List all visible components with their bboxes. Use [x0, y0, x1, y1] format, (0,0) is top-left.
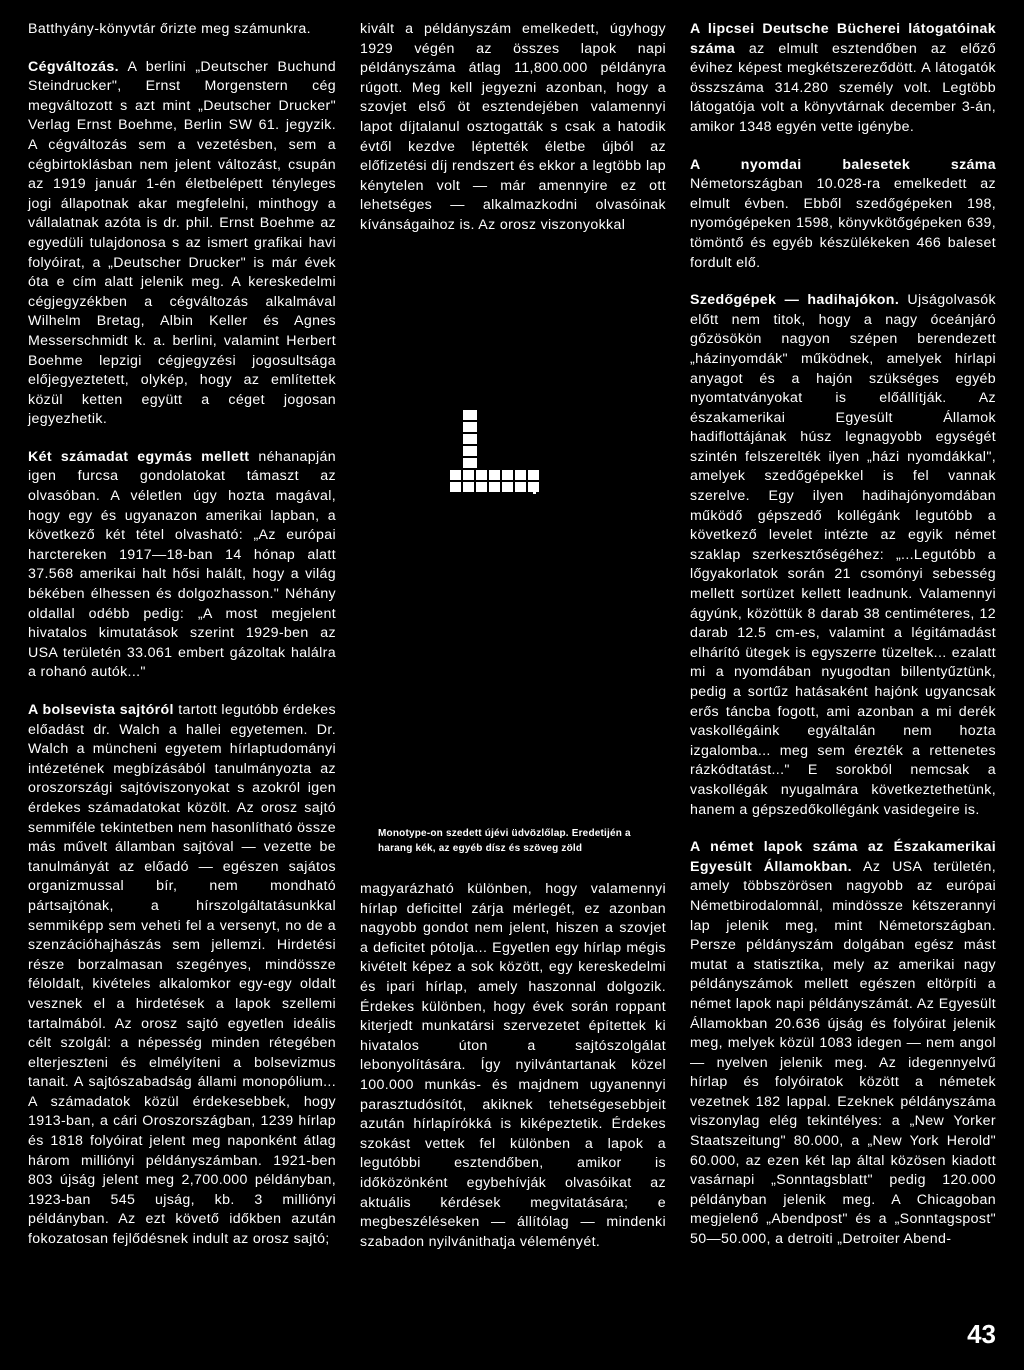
column-1 [28, 20, 336, 1250]
figure-caption: Monotype-on szedett újévi üdvözlőlap. Eredetijén a harang kék, az egyéb dísz és szöveg zöld [378, 828, 631, 854]
heading-library-visitors: A lipcsei Deutsche Bücherei látogatóinak száma [690, 21, 996, 57]
heading-company-change: Cégváltozás. [28, 58, 119, 75]
heading-bolshevik-press: A bolsevista sajtóról [28, 702, 174, 718]
page-number: 43 [967, 1319, 996, 1349]
heading-german-papers: A német lapok száma az Északamerikai Egyesült Államokban. [690, 839, 996, 875]
bell-ornament-icon [440, 400, 590, 530]
paragraph-bolshevik-press: A bolsevista sajtóról tartott legutóbb érdekes előadást dr. Walch a hallei egyetemen. Dr. Walch a müncheni egyetem hírlaptudományi intézetének megbízásából tanulmányozta az oroszországi sajtóviszonyokat s azokról igen érdekes számadatokat közölt. Az orosz sajtó semmiféle tekintetben nem hasonlítható össze más művelt államban sajtóval — vezette be tanulmányát az előadó — egészen sajátos organizmussal bír, nem mondható pártsajtónak, a hírszolgáltatásunkkal semmiképp sem veheti fel a versenyt, no de a szenzációhajhászás sem jellemzi. Hirdetési része borzalmasan szegényes, mindössze féloldalt, kivételes alkalomkor egy-egy oldalt vesznek el a hirdetések a lapok szellemi tartalmából. Az orosz sajtó egyetlen ideális célt szolgál: a népesség minden rétegében elterjeszteni és elmélyíteni a bolsevizmus tanait. A sajtószabadság állami monopólium... A számadatok közül érdekesebbek, hogy 1913-ban, a cári Oroszországban, 1239 hírlap és 1818 folyóirat jelent meg naponként átlag három milliónyi példányszámban. 1921-ben 803 újság jelent meg 2,700.000 példányban, 1923-ban 545 ujság, kb. 3 milliónyi példányban. Az ezt követő időkben azután fokozatosan fejlődésnek indult az orosz sajtó; [28, 702, 336, 1248]
heading-two-figures: Két számadat egymás mellett [28, 448, 250, 465]
paragraph-german-papers: A német lapok száma az Északamerikai Egyesült Államokban. Az USA területén, amely többszörösen nagyobb az európai Németbirodalomnál, mindössze kétszerannyi lap jelenik meg, mint Németországban. Persze példányszám dolgában egész mást mutat a statisztika, mely az amerikai nagy példányszámok mellett egészen eltörpíti a német lapok napi példányszámát. Az Egyesült Államokban 20.636 újság és folyóirat jelenik meg, melyek közül 1083 idegen — nem angol — nyelven jelenik meg. Az idegennyelvű hírlap és folyóiratok között a németek vezetnek 182 lappal. Ezeknek példányszáma viszonylag elég tekintélyes: a „New Yorker Staatszeitung" 80.000, a „New York Herold" 60.000, az ezen két lap által közösen kiadott vasárnapi „Sonntagsblatt" pedig 120.000 példányban jelenik meg. A Chicagoban megjelenő „Abendpost" és a „Sonntagspost" 50—50.000, a detroiti „Detroiter Abend- [690, 839, 996, 1248]
paragraph-library-visitors: A lipcsei Deutsche Bücherei látogatóinak száma az elmult esztendőben az előző évihez képest megkétszereződött. A látogatók összszáma 314.280 személy volt. Legtöbb látogatója volt a könyvtárnak december 3-án, amikor 1348 egyén vette igénybe. [690, 21, 996, 135]
paragraph-accidents: A nyomdai balesetek száma Németországban 10.028-ra emelkedett az elmult évben. Ebből szedőgépeken 198, nyomógépeken 1598, könyvkötőgépeken 639, tömöntő és egyéb készülékeken 466 baleset fordult elő. [690, 156, 996, 271]
paragraph-deficit: magyarázható különben, hogy valamennyi hírlap deficittel zárja mérlegét, ez azonban nagyobb gondot nem jelent, hiszen a szovjet a deficitet pótolja... Egyetlen egy hírlap mégis kivételt képez a sok között, egy kereskedelmi és ipari hírlap, amely haszonnal dolgozik. Érdekes különben, hogy évek során roppant kiterjedt munkatársi szervezetet építettek ki hivatalos úton a sajtószolgálat lebonyolítására. Így nyilvántartanak közel 100.000 munkás- és majdnem ugyanennyi parasztudósítót, akiknek tehetségesebbjeit azután hírlapírókká is kiképeztetik. Érdekes szokást vettek fel különben a lapok a legutóbbi esztendőben, amikor is időközönként egybehívják olvasóikat az aktuális kérdések megvitatására; e megbeszéléseken — állítólag — mindenki szabadon nyilvánithatja véleményét. [360, 881, 666, 1250]
column-2-top [360, 20, 666, 236]
paragraph-two-figures: Két számadat egymás mellett néhanapján igen furcsa gondolatokat támaszt az olvasóban. A véletlen úgy hozta magával, hogy egy és ugyanazon amerikai lapban, a következő két tétel olvasható: „Az európai harctereken 1917—18-ban 14 hónap alatt 37.568 amerikai halt hősi halált, hogy a világ békében élhessen és dolgozhasson." Néhány oldallal odébb pedig: „A most megjelent hivatalos kimutatások szerint 1929-ben az USA területén 33.061 embert gázoltak halálra a rohanó autók..." [28, 448, 336, 681]
column-3 [690, 20, 996, 1250]
heading-warships: Szedőgépek — hadihajókon. [690, 292, 900, 309]
paragraph-circulation: kivált a példányszám emelkedett, úgyhogy 1929 végén az összes lapok napi példányszáma átlag 11,800.000 példányra rúgott. Meg kell jegyezni azonban, hogy a szovjet első öt esztendejében valamennyi lapot díjtalanul osztogatták s csak a hatodik évtől kezdve léptették életbe újból az előfizetési díj rendszert és ekkor a legtöbb lap kénytelen volt — már amennyire ez ott lehetséges — alkalmazkodni olvasóinak kívánságaihoz is. Az orosz viszonyokkal [360, 21, 666, 233]
greeting-card-image [440, 400, 590, 530]
paragraph-company-change: Cégváltozás. A berlini „Deutscher Buchund Steindrucker", Ernst Morgenstern cég megváltozott s azt mint „Deutscher Drucker" Verlag Ernst Boehme, Berlin SW 61. jegyzik. A cégváltozás sem a vezetésben, sem a cégbirtoklásban nem jelent változást, csupán az 1919 január 1-én életbelépett tényleges jogi állapotnak akar megfelelni, minthogy a vállalatnak azóta is dr. phil. Ernst Boehme az egyedüli tulajdonosa s az ismert grafikai havi folyóirat, a „Deutscher Drucker" is már évek óta e cím alatt jelenik meg. A kereskedelmi cégjegyzékben a cégváltozás alkalmával Wilhelm Bretag, Albin Keller és Agnes Messerschmidt k. a. berlini, valamint Herbert Boehme lepzigi cégjegyzési jogosultsága előjegyeztetett, olykép, hogy az említettek közül ketten együtt a céget jogosan jegyezhetik. [28, 58, 336, 428]
heading-accidents: A nyomdai balesetek száma [690, 156, 996, 173]
paragraph-warships: Szedőgépek — hadihajókon. Ujságolvasók előtt nem titok, hogy a nagy óceánjáró gőzösökön nagyon szépen berendezett „házinyomdák" működnek, amelyek hírlapi anyagot és a hajón szükséges egyéb nyomtatványokat is előállítják. Az északamerikai Egyesült Államok hadiflottájának húsz legnagyobb egységét szintén felszerelték ilyen „házi nyomdákkal", amelyek szedőgépekkel is fel vannak szerelve. Egy ilyen hadihajónyomdában működő gépszedő kollégánk legutóbb a következő levelet intézte az egyik német szaklap szerkesztőségéhez: „...Legutóbb a lőgyakorlatok során 21 csomónyi sebesség mellett sortüzet kellett leadnunk. Valamennyi ágyúnk, közöttük 8 darab 38 centiméteres, 12 darab 12.5 cm-es, valamint a légitámadást elhárító ütegek is egyszerre tüzeltek... ezalatt mi a nyomdában nyugodtan billentyűztünk, pedig a sortűz hatásaként hajónk ugyancsak erős táncba fogott, ami azonban a mi derék vaskollégáink egyáltalán nem hozta izgalomba... meg sem érezték a rettenetes rázkódtatást..." E sorokból nemcsak a vaskollégák nyugalmára következtethetünk, hanem a gépszedőkollégánk vasidegeire is. [690, 292, 996, 818]
column-2-bottom [360, 880, 666, 1252]
paragraph-library: Batthyány-könyvtár őrizte meg számunkra. [28, 21, 311, 37]
